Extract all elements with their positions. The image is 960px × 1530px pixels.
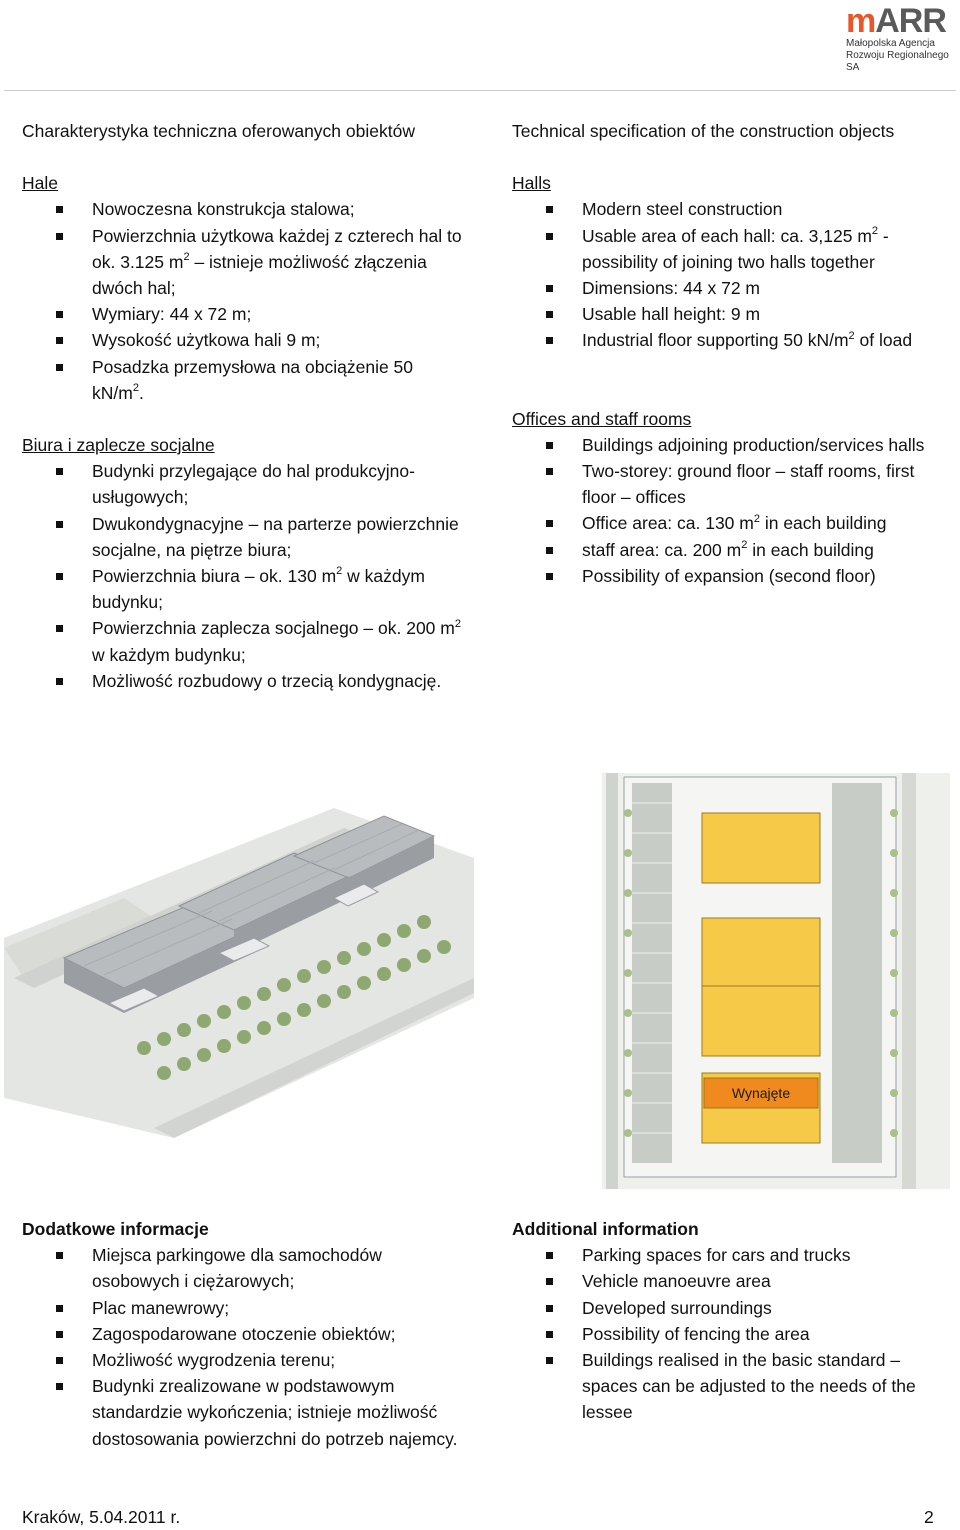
right-additional-list xyxy=(546,1242,942,1425)
list-item: Buildings realised in the basic standard – spaces can be adjusted to the needs of the lessee xyxy=(546,1347,942,1426)
list-item: Industrial floor supporting 50 $kN/m^2$ of load xyxy=(546,327,942,353)
aerial-render-image xyxy=(4,798,474,1138)
right-title: Technical specification of the construction objects xyxy=(512,121,895,141)
right-halls-list xyxy=(546,196,942,353)
logo-subtitle-1: Małopolska Agencja xyxy=(846,38,935,49)
list-item: Parking spaces for cars and trucks xyxy=(546,1242,942,1268)
list-item: Możliwość rozbudowy o trzecią kondygnację. xyxy=(56,668,462,694)
list-item: Vehicle manoeuvre area xyxy=(546,1268,942,1294)
list-item: Powierzchnia użytkowa każdej z czterech hal to ok. 3.125 $m^2$ – istnieje możliwość złączenia dwóch hal; xyxy=(56,223,462,302)
list-item: Wysokość użytkowa hali 9 m; xyxy=(56,327,462,353)
logo-subtitle-2: Rozwoju Regionalnego SA xyxy=(846,50,949,73)
left-column-specs xyxy=(22,118,462,694)
left-additional-heading: Dodatkowe informacje xyxy=(22,1219,209,1239)
list-item: Nowoczesna konstrukcja stalowa; xyxy=(56,196,462,222)
list-item: Zagospodarowane otoczenie obiektów; xyxy=(56,1321,462,1347)
list-item: Buildings adjoining production/services halls xyxy=(546,432,942,458)
right-additional-heading: Additional information xyxy=(512,1219,699,1239)
left-halls-list xyxy=(56,196,462,406)
header-divider xyxy=(4,90,956,91)
list-item: Possibility of expansion (second floor) xyxy=(546,563,942,589)
list-item: Budynki zrealizowane w podstawowym standardzie wykończenia; istnieje możliwość dostosowania powierzchni do potrzeb najemcy. xyxy=(56,1373,462,1452)
logo-wordmark: mARR xyxy=(846,2,946,40)
left-additional-list xyxy=(56,1242,462,1452)
list-item: Developed surroundings xyxy=(546,1295,942,1321)
list-item: Dimensions: 44 x 72 m xyxy=(546,275,942,301)
list-item: Miejsca parkingowe dla samochodów osobowych i ciężarowych; xyxy=(56,1242,462,1294)
left-column-additional xyxy=(22,1216,462,1452)
list-item: Dwukondygnacyjne – na parterze powierzchnie socjalne, na piętrze biura; xyxy=(56,511,462,563)
list-item: Posadzka przemysłowa na obciążenie 50 $kN/m^2$. xyxy=(56,354,462,406)
list-item: Powierzchnia biura – ok. 130 $m^2$ w każdym budynku; xyxy=(56,563,462,615)
list-item: Modern steel construction xyxy=(546,196,942,222)
list-item: Wymiary: 44 x 72 m; xyxy=(56,301,462,327)
list-item: Two-storey: ground floor – staff rooms, first floor – offices xyxy=(546,458,942,510)
right-column-specs xyxy=(512,118,942,589)
left-offices-heading: Biura i zaplecze socjalne xyxy=(22,435,215,456)
list-item: Possibility of fencing the area xyxy=(546,1321,942,1347)
list-item: Usable hall height: 9 m xyxy=(546,301,942,327)
left-title: Charakterystyka techniczna oferowanych obiektów xyxy=(22,121,415,141)
list-item: Plac manewrowy; xyxy=(56,1295,462,1321)
site-plan-image xyxy=(602,773,950,1189)
left-halls-heading: Hale xyxy=(22,173,58,194)
right-offices-list xyxy=(546,432,942,589)
list-item: Możliwość wygrodzenia terenu; xyxy=(56,1347,462,1373)
list-item: Budynki przylegające do hal produkcyjno-usługowych; xyxy=(56,458,462,510)
right-halls-heading: Halls xyxy=(512,173,551,194)
right-offices-heading: Offices and staff rooms xyxy=(512,408,692,429)
list-item: Usable area of each hall: ca. 3,125 $m^2$ - possibility of joining two halls together xyxy=(546,223,942,275)
marr-logo xyxy=(846,2,956,73)
page-number: 2 xyxy=(924,1507,934,1527)
list-item: Powierzchnia zaplecza socjalnego – ok. 200 $m^2$ w każdym budynku; xyxy=(56,615,462,667)
footer-place-date: Kraków, 5.04.2011 r. xyxy=(22,1507,181,1527)
right-column-additional xyxy=(512,1216,942,1426)
list-item: staff area: ca. 200 $m^2$ in each building xyxy=(546,537,942,563)
left-offices-list xyxy=(56,458,462,694)
list-item: Office area: ca. 130 $m^2$ in each building xyxy=(546,510,942,536)
rented-label: Wynajęte xyxy=(731,1085,791,1101)
